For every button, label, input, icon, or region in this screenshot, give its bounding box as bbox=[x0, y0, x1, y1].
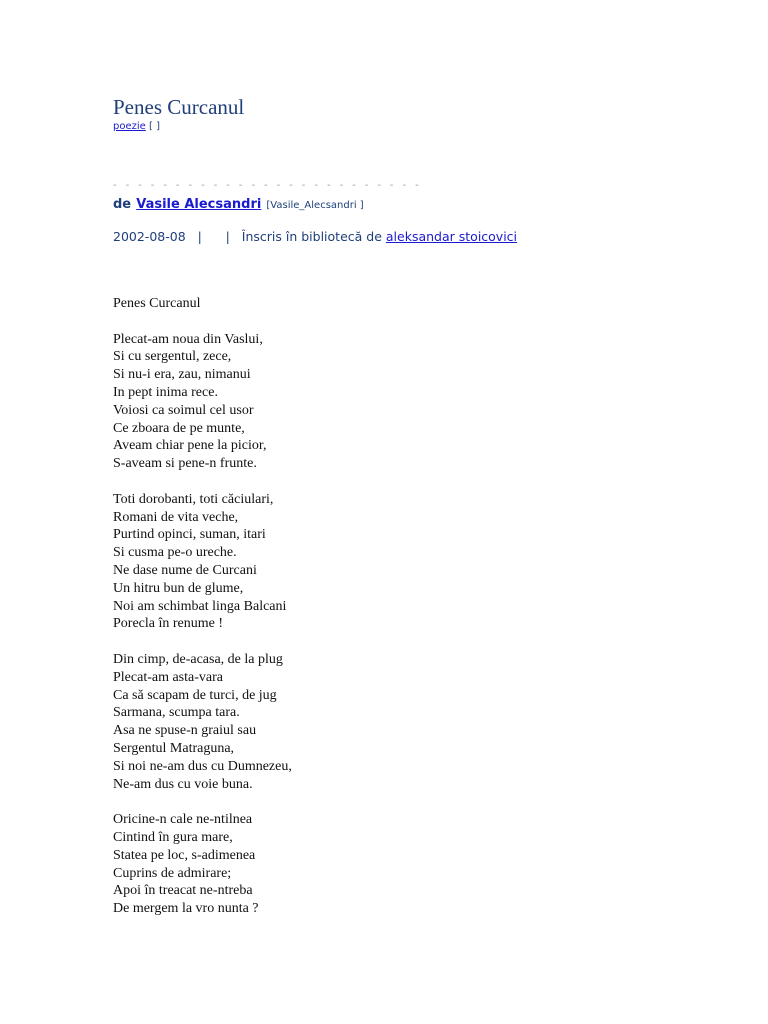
verse-line: Un hitru bun de glume, bbox=[113, 580, 244, 596]
category-line bbox=[113, 121, 160, 133]
verse-line: Purtind opinci, suman, itari bbox=[113, 527, 266, 543]
verse-line: Statea pe loc, s-adimenea bbox=[113, 847, 256, 863]
verse-line: S-aveam si pene-n frunte. bbox=[113, 456, 257, 472]
meta-separator: | bbox=[197, 229, 202, 244]
verse-line: Din cimp, de-acasa, de la plug bbox=[113, 651, 283, 667]
meta-line bbox=[113, 229, 517, 245]
publish-date: 2002-08-08 bbox=[113, 229, 186, 244]
verse-line: Cintind în gura mare, bbox=[113, 829, 233, 845]
verse-line: In pept inima rece. bbox=[113, 384, 218, 400]
verse-line: Voiosi ca soimul cel usor bbox=[113, 402, 254, 418]
verse-line: Ne dase nume de Curcani bbox=[113, 562, 257, 578]
author-line bbox=[113, 195, 364, 214]
separator-dashes: - - - - - - - - - - - - - - - - - - - - - - - - - bbox=[113, 180, 422, 191]
verse-line: Asa ne spuse-n graiul sau bbox=[113, 723, 257, 739]
verse-line: Apoi în treacat ne-ntreba bbox=[113, 883, 253, 899]
author-handle: [Vasile_Alecsandri ] bbox=[266, 200, 364, 211]
poem-heading: Penes Curcanul bbox=[113, 296, 201, 311]
category-link-poezie[interactable]: poezie bbox=[113, 121, 146, 132]
verse-line: Plecat-am noua din Vaslui, bbox=[113, 331, 263, 347]
category-brackets: [ ] bbox=[149, 121, 160, 132]
poem-body bbox=[113, 295, 292, 936]
stanza bbox=[113, 331, 292, 473]
verse-line: Toti dorobanti, toti căciulari, bbox=[113, 491, 274, 507]
verse-line: Si cu sergentul, zece, bbox=[113, 349, 232, 365]
verse-line: Si noi ne-am dus cu Dumnezeu, bbox=[113, 758, 292, 774]
verse-line: Porecla în renume ! bbox=[113, 616, 224, 632]
poem-title: Penes Curcanul bbox=[113, 95, 245, 119]
verse-line: Si cusma pe-o ureche. bbox=[113, 545, 237, 561]
verse-line: Noi am schimbat linga Balcani bbox=[113, 598, 287, 614]
verse-line: Ce zboara de pe munte, bbox=[113, 420, 245, 436]
library-text: Înscris în bibliotecă de bbox=[241, 229, 382, 244]
author-link[interactable]: Vasile Alecsandri bbox=[136, 197, 262, 212]
verse-line: Sergentul Matraguna, bbox=[113, 740, 235, 756]
stanza bbox=[113, 811, 292, 918]
verse-line: Romani de vita veche, bbox=[113, 509, 239, 525]
verse-line: De mergem la vro nunta ? bbox=[113, 901, 259, 917]
verse-line: Oricine-n cale ne-ntilnea bbox=[113, 812, 253, 828]
verse-line: Aveam chiar pene la picior, bbox=[113, 438, 267, 454]
author-prefix: de bbox=[113, 197, 132, 212]
verse-line: Sarmana, scumpa tara. bbox=[113, 705, 240, 721]
verse-line: Plecat-am asta-vara bbox=[113, 669, 223, 685]
verse-line: Ca să scapam de turci, de jug bbox=[113, 687, 277, 703]
verse-line: Si nu-i era, zau, nimanui bbox=[113, 367, 251, 383]
stanza bbox=[113, 651, 292, 793]
meta-separator: | bbox=[225, 229, 230, 244]
verse-line: Ne-am dus cu voie buna. bbox=[113, 776, 253, 792]
verse-line: Cuprins de admirare; bbox=[113, 865, 232, 881]
stanza bbox=[113, 491, 292, 633]
library-user-link[interactable]: aleksandar stoicovici bbox=[385, 229, 518, 244]
